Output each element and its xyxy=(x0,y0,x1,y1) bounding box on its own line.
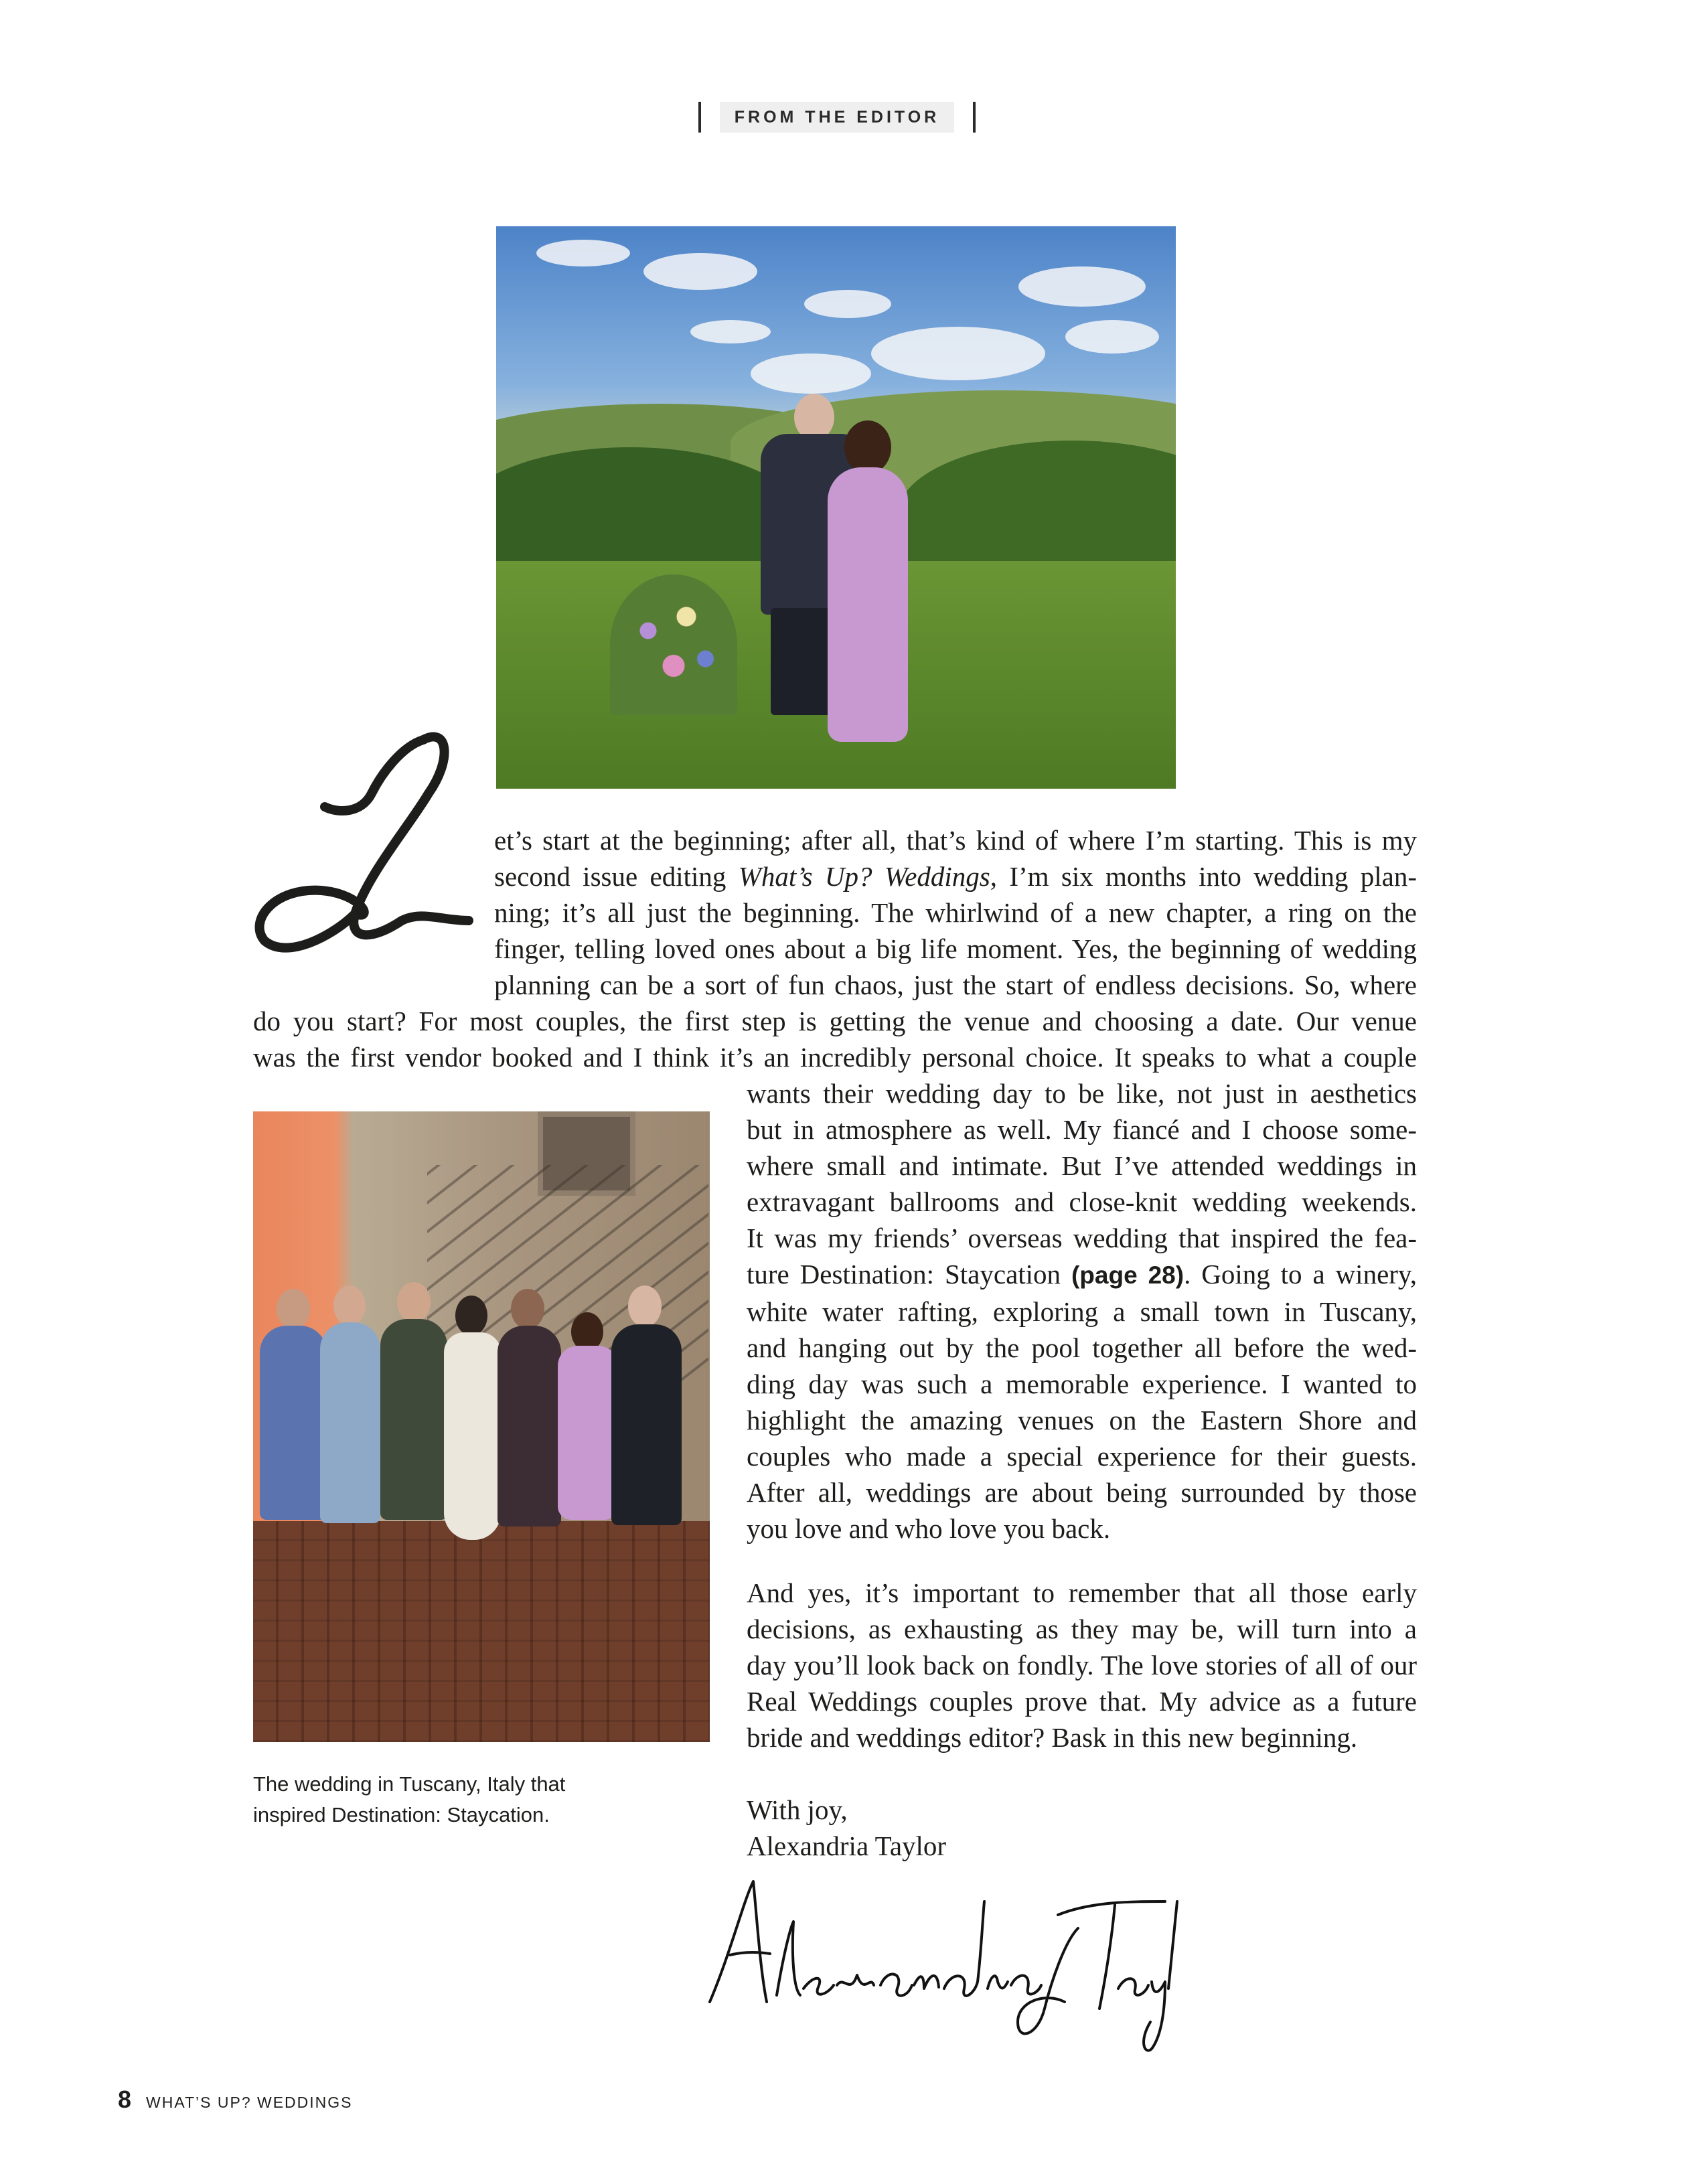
photo-caption xyxy=(253,1769,655,1830)
couple-landscape-photo xyxy=(496,226,1176,789)
text-line: Real Weddings couples prove that. My advice as a future xyxy=(747,1686,1417,1717)
text-line: second issue editing What’s Up? Weddings, I’m six months into wedding plan- xyxy=(494,861,1417,892)
text-line: extravagant ballrooms and close-knit wedding weekends. xyxy=(747,1186,1417,1217)
text-line: finger, telling loved ones about a big life moment. Yes, the beginning of wedding xyxy=(494,933,1417,964)
section-label: FROM THE EDITOR xyxy=(720,102,954,133)
caption-line: The wedding in Tuscany, Italy that xyxy=(253,1772,566,1796)
caption-line: inspired Destination: Staycation. xyxy=(253,1803,550,1826)
text-line: planning can be a sort of fun chaos, just the start of endless decisions. So, where xyxy=(494,969,1417,1000)
body-paragraph-2 xyxy=(747,1575,1417,1756)
page-reference: (page 28) xyxy=(1071,1261,1184,1289)
text-line: ding day was such a memorable experience. I wanted to xyxy=(747,1369,1417,1399)
page-number: 8 xyxy=(118,2086,132,2113)
intro-paragraph-dropcap xyxy=(494,822,1417,1003)
text-line: ning; it’s all just the beginning. The whirlwind of a new chapter, a ring on the xyxy=(494,897,1417,928)
text-line: couples who made a special experience for their guests. xyxy=(747,1441,1417,1472)
magazine-title: What’s Up? Weddings xyxy=(738,861,990,892)
text-line: you love and who love you back. xyxy=(747,1513,1111,1544)
text-line: highlight the amazing venues on the Eastern Shore and xyxy=(747,1405,1417,1435)
text-line: but in atmosphere as well. My fiancé and I choose some- xyxy=(747,1114,1417,1145)
signature-image xyxy=(703,1875,1185,2062)
text-line: do you start? For most couples, the first step is getting the venue and choosing a date. Our venue xyxy=(253,1006,1417,1036)
text-line: was the first vendor booked and I think it’s an incredibly personal choice. It speaks to what a couple xyxy=(253,1042,1417,1073)
text-line: After all, weddings are about being surrounded by those xyxy=(747,1477,1417,1508)
wedding-group-photo xyxy=(253,1111,710,1742)
intro-paragraph-full xyxy=(253,1003,1417,1075)
text-line: ture Destination: Staycation (page 28). Going to a winery, xyxy=(747,1259,1418,1290)
text-line: bride and weddings editor? Bask in this new beginning. xyxy=(747,1722,1358,1753)
text-line: et’s start at the beginning; after all, that’s kind of where I’m starting. This is my xyxy=(494,825,1417,856)
drop-cap-letter xyxy=(248,720,475,988)
text-line: white water rafting, exploring a small town in Tuscany, xyxy=(747,1296,1417,1327)
signoff-block xyxy=(747,1792,946,1864)
text-line: day you’ll look back on fondly. The love stories of all of our xyxy=(747,1650,1417,1681)
text-line: where small and intimate. But I’ve attended weddings in xyxy=(747,1150,1417,1181)
author-name: Alexandria Taylor xyxy=(747,1830,947,1861)
body-column-paragraph xyxy=(747,1075,1417,1547)
text-line: wants their wedding day to be like, not just in aesthetics xyxy=(747,1078,1417,1109)
page-footer xyxy=(118,2086,353,2114)
header-rule-right xyxy=(973,102,976,133)
signoff-text: With joy, xyxy=(747,1794,848,1825)
text-line: It was my friends’ overseas wedding that inspired the fea- xyxy=(747,1223,1417,1253)
text-line: and hanging out by the pool together all before the wed- xyxy=(747,1332,1417,1363)
publication-name: WHAT’S UP? WEDDINGS xyxy=(146,2094,353,2111)
header-rule-left xyxy=(698,102,701,133)
text-line: decisions, as exhausting as they may be, will turn into a xyxy=(747,1614,1417,1644)
text-line: And yes, it’s important to remember that all those early xyxy=(747,1577,1417,1608)
